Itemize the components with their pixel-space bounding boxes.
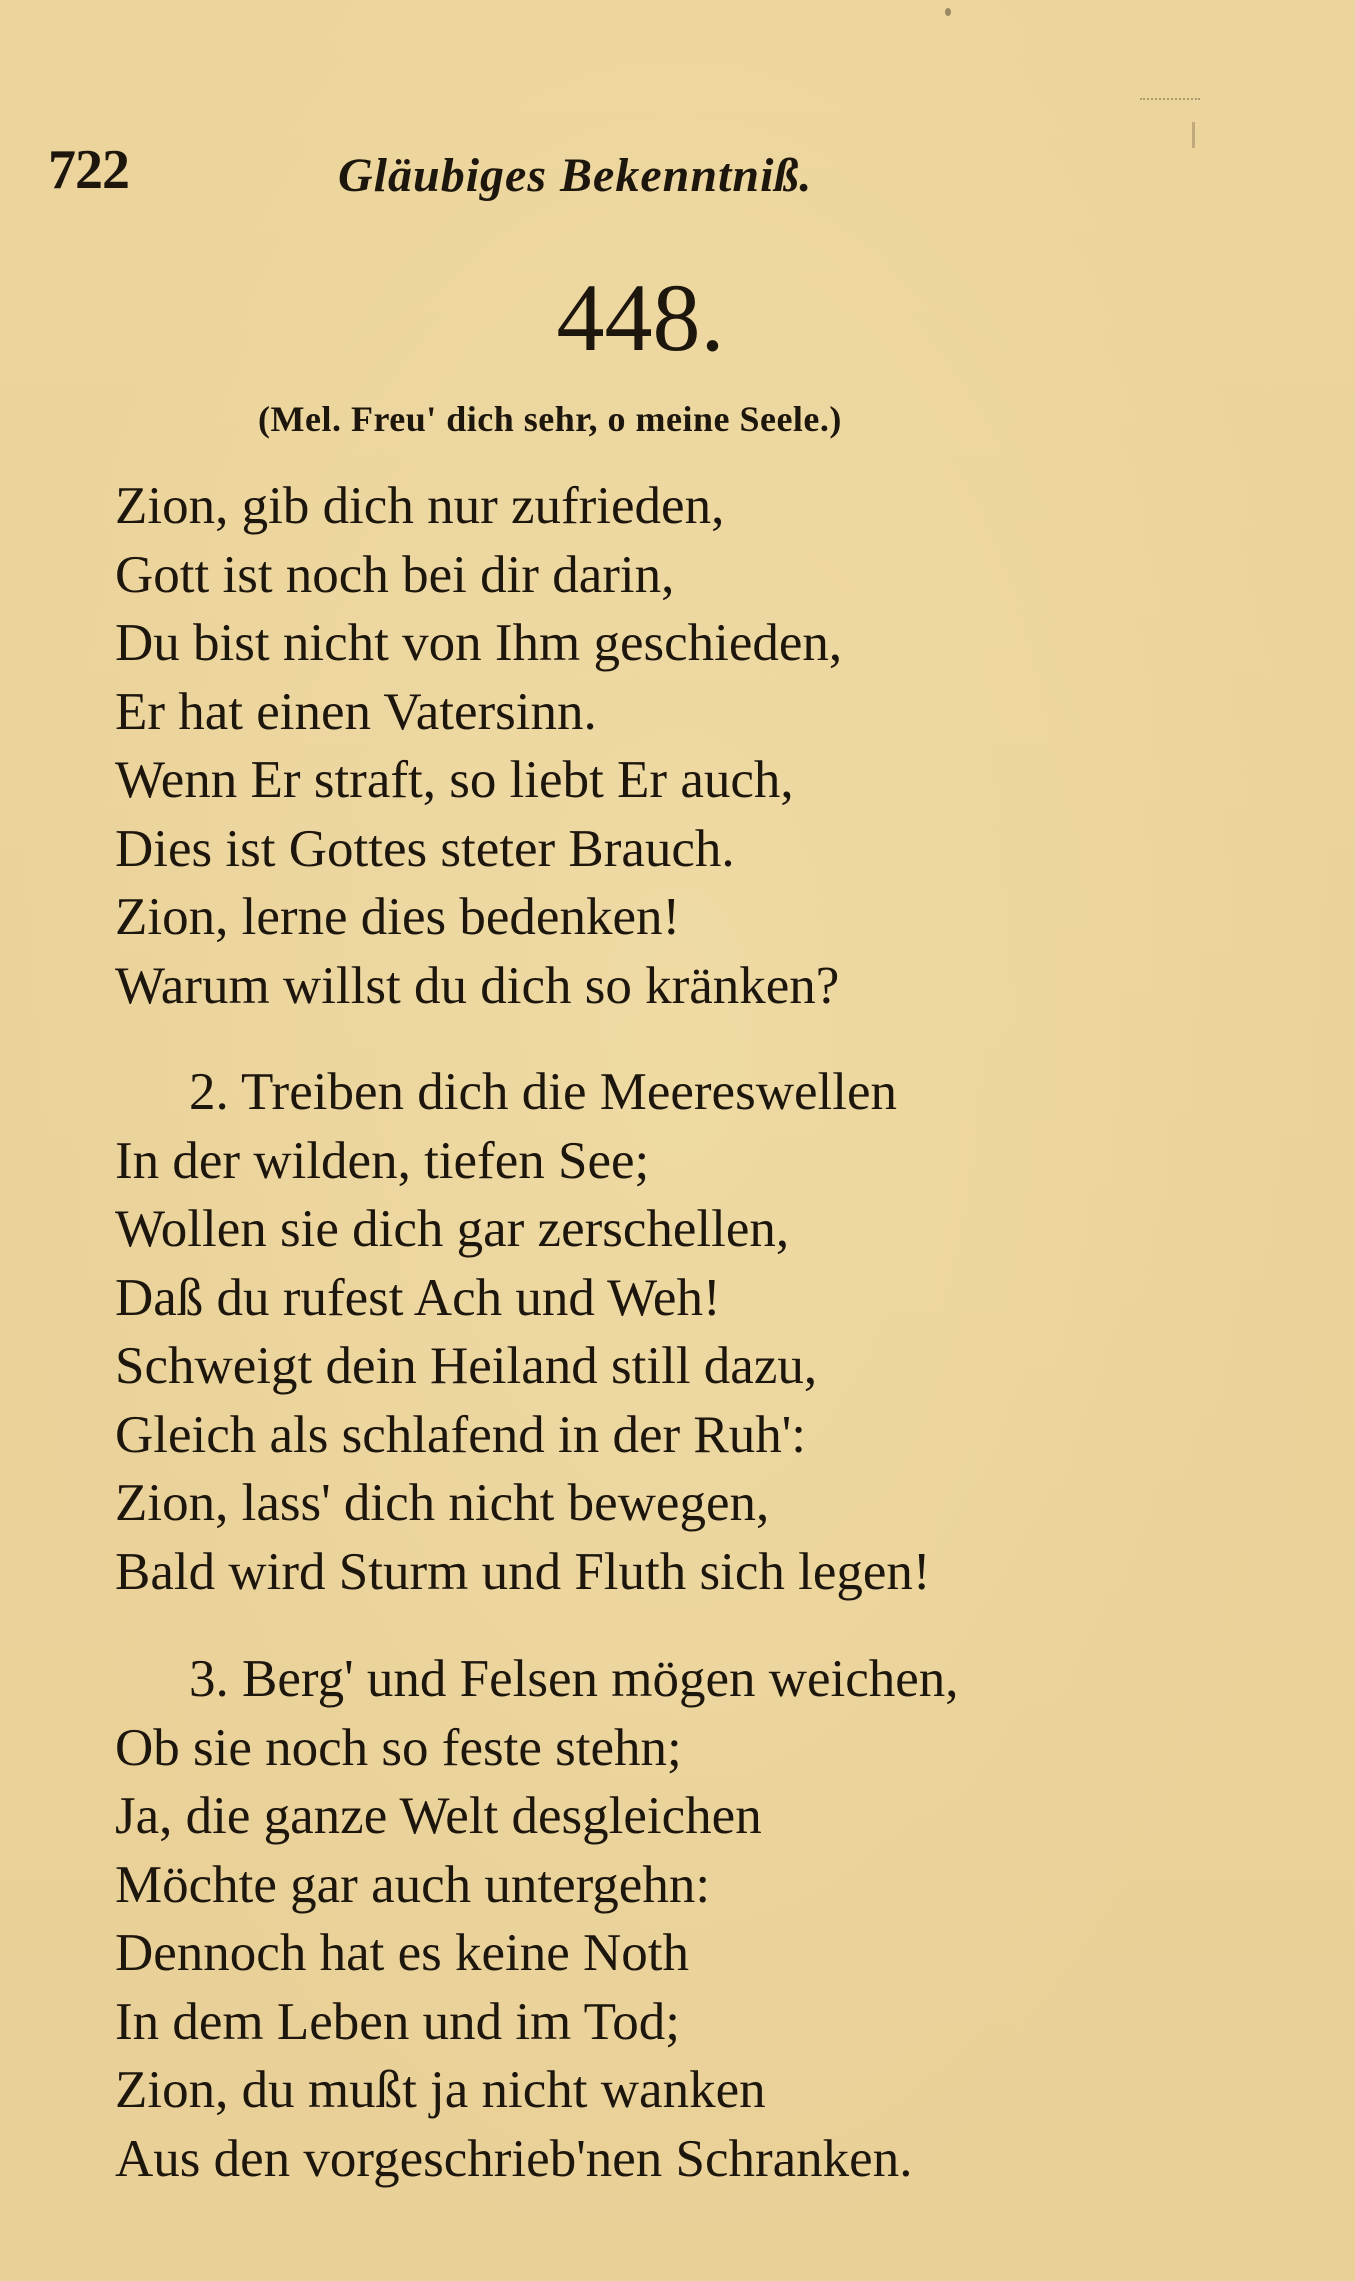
verse-line: Aus den vorgeschrieb'nen Schranken. <box>115 2129 913 2188</box>
verse-line: Bald wird Sturm und Fluth sich legen! <box>115 1542 931 1601</box>
page-number: 722 <box>48 139 129 201</box>
verse-line: Ob sie noch so feste stehn; <box>115 1718 682 1777</box>
verse-line: Zion, lass' dich nicht bewegen, <box>115 1474 770 1532</box>
paper-speck <box>945 8 951 16</box>
verse-3 <box>115 1645 959 2193</box>
verse-line: 2. Treiben dich die Meereswellen <box>189 1063 897 1121</box>
margin-mark <box>1140 98 1200 108</box>
verse-line: 3. Berg' und Felsen mögen weichen, <box>189 1650 959 1708</box>
verse-2 <box>115 1058 931 1606</box>
verse-line: Schweigt dein Heiland still dazu, <box>115 1337 818 1395</box>
verse-line: Gleich als schlafend in der Ruh': <box>115 1405 806 1464</box>
hymn-number-text: 448. <box>556 264 725 371</box>
hymn-number <box>0 262 1355 373</box>
verse-line: Zion, gib dich nur zufrieden, <box>115 477 725 535</box>
verse-line: Zion, lerne dies bedenken! <box>115 888 681 946</box>
verse-line: Wenn Er straft, so liebt Er auch, <box>115 751 794 809</box>
verse-line: In dem Leben und im Tod; <box>115 1992 680 2051</box>
page-header <box>48 138 1248 208</box>
verse-line: Daß du rufest Ach und Weh! <box>115 1268 721 1327</box>
running-head: Gläubiges Bekenntniß. <box>338 149 813 202</box>
melody-note: (Mel. Freu' dich sehr, o meine Seele.) <box>258 399 842 439</box>
verse-line: Zion, du mußt ja nicht wanken <box>115 2061 766 2119</box>
verse-line: Dies ist Gottes steter Brauch. <box>115 819 735 878</box>
verse-line: Du bist nicht von Ihm geschieden, <box>115 614 843 672</box>
verse-1 <box>115 472 842 1020</box>
verse-line: Er hat einen Vatersinn. <box>115 682 597 741</box>
verse-line: Wollen sie dich gar zerschellen, <box>115 1200 790 1258</box>
verse-line: Möchte gar auch untergehn: <box>115 1855 711 1914</box>
verse-line: Dennoch hat es keine Noth <box>115 1924 689 1982</box>
verse-line: In der wilden, tiefen See; <box>115 1131 650 1190</box>
verse-line: Warum willst du dich so kränken? <box>115 956 840 1015</box>
verse-line: Ja, die ganze Welt desgleichen <box>115 1787 762 1845</box>
verse-line: Gott ist noch bei dir darin, <box>115 545 675 604</box>
